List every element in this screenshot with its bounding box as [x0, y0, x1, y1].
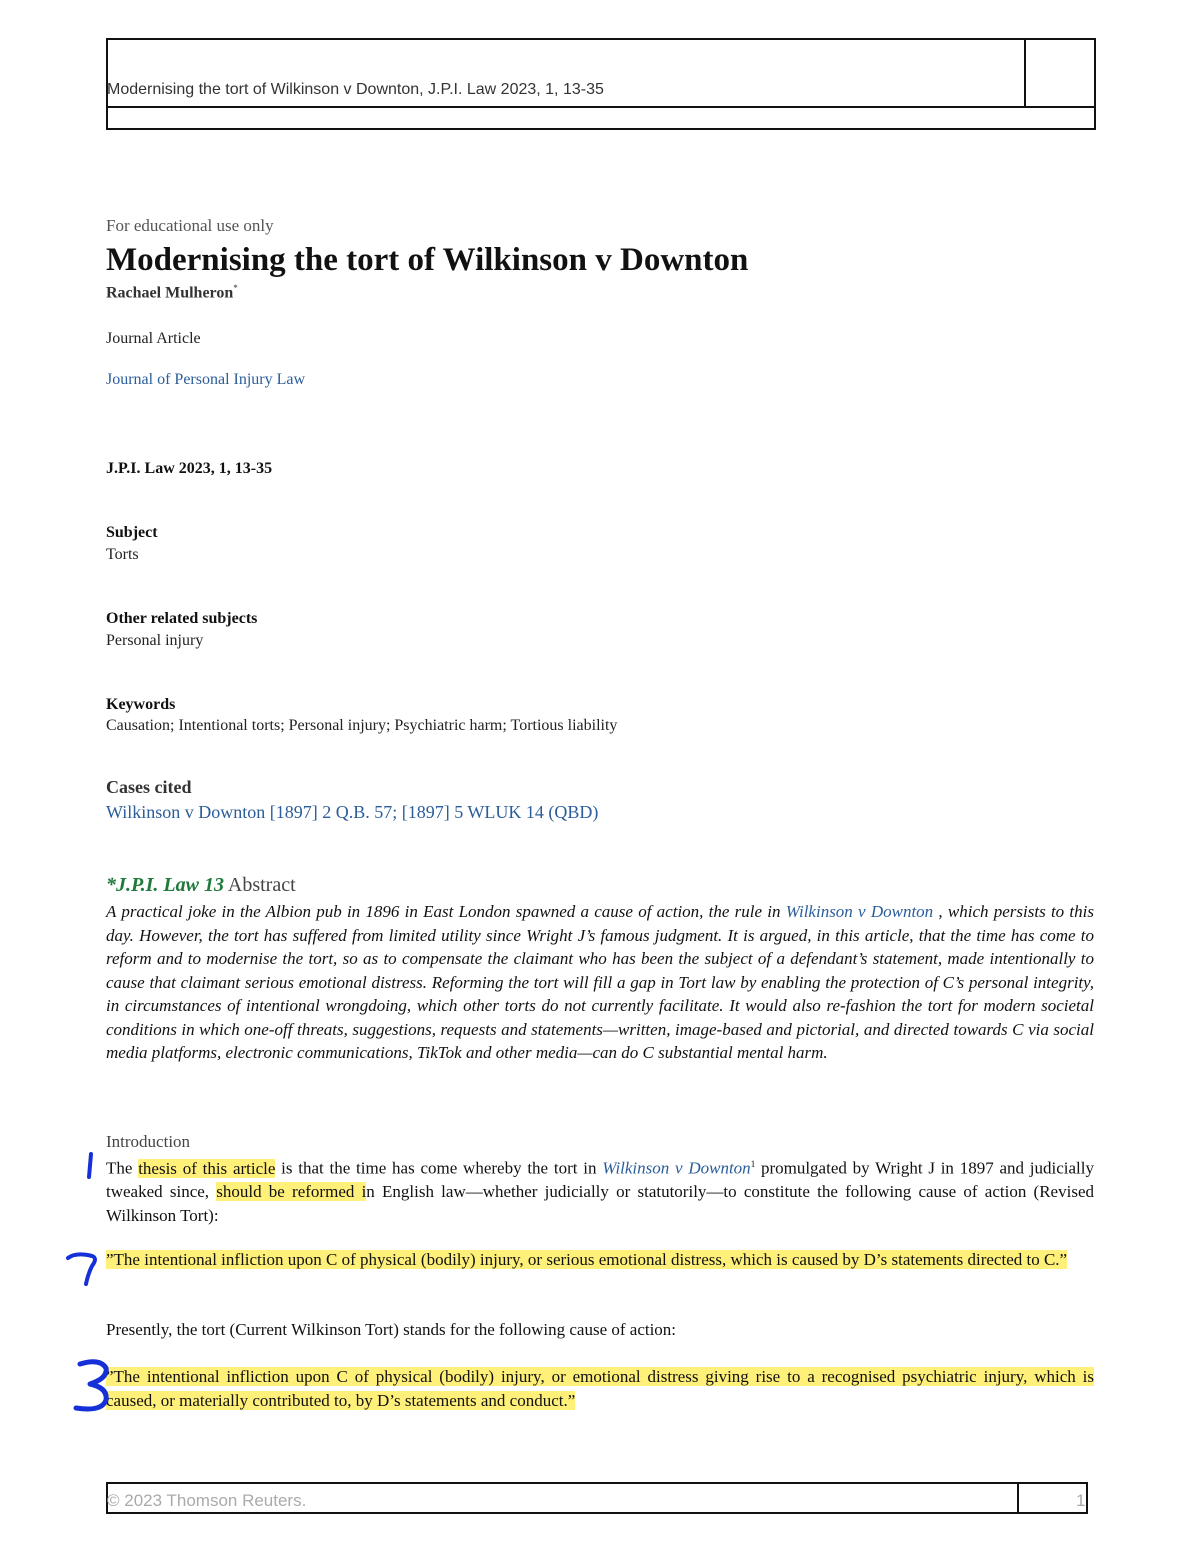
- document-type: Journal Article: [106, 330, 201, 347]
- handwritten-number-3: [68, 1356, 114, 1416]
- header-title: Modernising the tort of Wilkinson v Downton, J.P.I. Law 2023, 1, 13-35: [107, 81, 604, 98]
- author: [106, 283, 238, 302]
- page-title: Modernising the tort of Wilkinson v Downton: [106, 242, 749, 278]
- text-run: is that the time has come whereby the tort in: [275, 1158, 603, 1178]
- text-run: promulgated by Wright J in 1897 and judicially tweaked since,: [106, 1158, 1094, 1202]
- handwritten-number-1: [78, 1150, 108, 1180]
- keywords-label: Keywords: [106, 696, 176, 713]
- intro-paragraph: [106, 1153, 1094, 1227]
- abstract-part: A practical joke in the Albion pub in 1896 in East London spawned a cause of action, the rule in: [106, 902, 786, 921]
- author-footnote-mark: *: [233, 283, 238, 293]
- subject-label: Subject: [106, 524, 158, 541]
- highlighted-text: should be reformed i: [216, 1182, 367, 1202]
- abstract-text: [106, 900, 1094, 1065]
- edu-notice: For educational use only: [106, 216, 274, 235]
- revised-tort-quote: [106, 1248, 1094, 1272]
- cases-cited-label: Cases cited: [106, 777, 192, 797]
- case-link[interactable]: Wilkinson v Downton: [785, 902, 934, 921]
- citation: J.P.I. Law 2023, 1, 13-35: [106, 460, 273, 477]
- highlighted-text: thesis of this article: [138, 1158, 276, 1178]
- other-subjects-value: Personal injury: [106, 632, 204, 649]
- header-divider: [1024, 38, 1026, 108]
- subject-value: Torts: [106, 546, 139, 563]
- present-paragraph: Presently, the tort (Current Wilkinson Tort) stands for the following cause of action:: [106, 1320, 677, 1339]
- abstract-title: Abstract: [223, 874, 296, 896]
- page-reference: *J.P.I. Law 13: [106, 874, 224, 896]
- header-underbar: [106, 106, 1096, 130]
- case-link[interactable]: Wilkinson v Downton: [602, 1158, 751, 1178]
- text-run: The: [106, 1158, 139, 1178]
- highlighted-text: ”The intentional infliction upon C of physical (bodily) injury, or emotional distress giving rise to a recognised psychiatric injury, which is caused, or materially contributed to, by D’s statements and conduct.”: [106, 1367, 1094, 1410]
- text-run: n English law—whether judicially or statutorily—to constitute the following cause of action (Revised Wilkinson Tort):: [106, 1182, 1094, 1225]
- other-subjects-label: Other related subjects: [106, 610, 258, 627]
- section-heading: Introduction: [106, 1132, 191, 1151]
- keywords-value: Causation; Intentional torts; Personal injury; Psychiatric harm; Tortious liability: [106, 717, 618, 734]
- highlighted-text: ”The intentional infliction upon C of physical (bodily) injury, or serious emotional distress, which is caused by D’s statements directed to C.”: [106, 1250, 1068, 1269]
- footnote-mark[interactable]: 1: [750, 1159, 756, 1169]
- author-name: Rachael Mulheron: [106, 284, 234, 302]
- footer-divider: [1017, 1482, 1019, 1514]
- cases-cited-link[interactable]: Wilkinson v Downton [1897] 2 Q.B. 57; [1897] 5 WLUK 14 (QBD): [106, 802, 599, 822]
- handwritten-number-2: [62, 1246, 106, 1290]
- current-tort-quote: [106, 1365, 1094, 1412]
- abstract-heading: [106, 874, 296, 897]
- journal-link[interactable]: Journal of Personal Injury Law: [106, 371, 306, 388]
- abstract-part: , which persists to this day. However, the tort has suffered from limited utility since Wright J’s famous judgment. It is argued, in this article, that the time has come to reform and to modernise the tort, so as to compensate the claimant who has been the subject of a defendant’s statement, made intentionally to cause that claimant serious emotional distress. Reforming the tort will fill a gap in Tort law by enabling the protection of C’s personal integrity, in circumstances of intentional wrongdoing, which other torts do not currently facilitate. It would also re-fashion the tort for modern societal conditions in which one-off threats, suggestions, requests and statements—written, image-based and pictorial, and directed towards C via social media platforms, electronic communications, TikTok and other media—can do C substantial mental harm.: [106, 902, 1094, 1062]
- page-number: 1: [1076, 1491, 1086, 1510]
- footer-copyright: © 2023 Thomson Reuters.: [107, 1491, 307, 1510]
